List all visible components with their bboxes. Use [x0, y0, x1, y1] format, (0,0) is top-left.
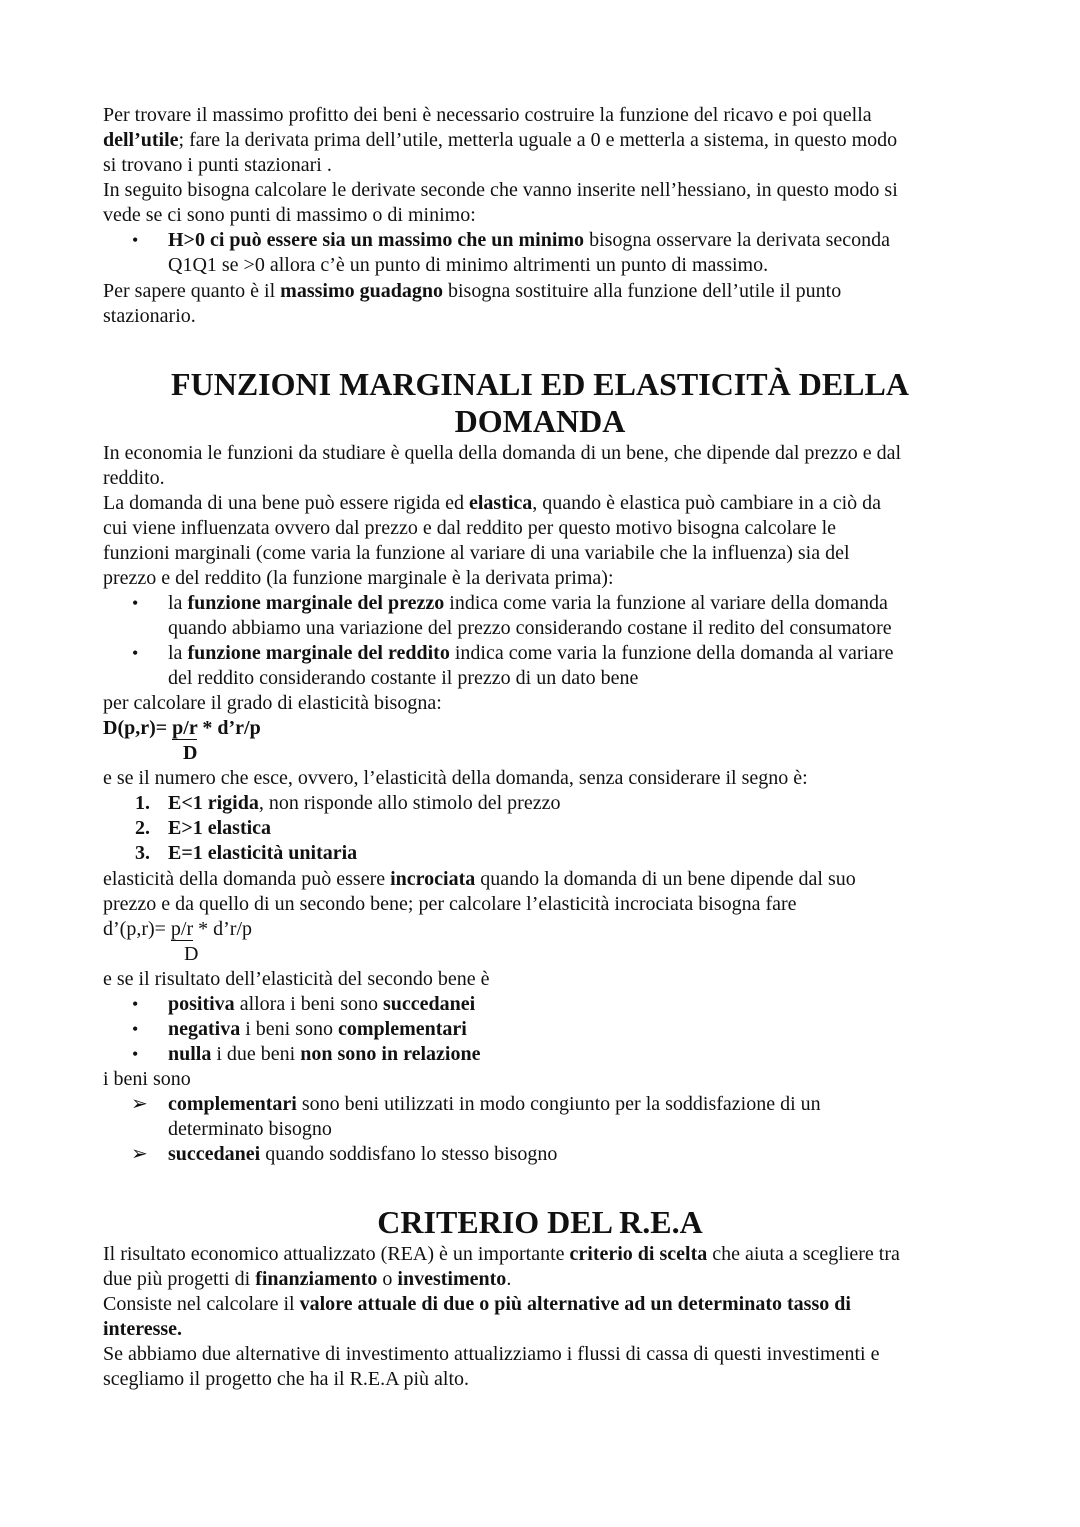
list-item: [168, 228, 988, 253]
text: allora i beni sono: [234, 993, 383, 1015]
paragraph-line: [103, 541, 983, 566]
list-number: 1.: [135, 792, 150, 814]
text: due più progetti di: [103, 1268, 256, 1290]
bold-text: funzione marginale del prezzo: [187, 592, 445, 614]
paragraph-line: [103, 766, 983, 791]
bold-text: complementari: [168, 1093, 297, 1115]
paragraph-line: [103, 566, 983, 591]
paragraph-line: [103, 1342, 983, 1367]
bullet-icon: •: [132, 230, 139, 250]
formula-right: * d’r/p: [197, 717, 261, 739]
section-heading: CRITERIO DEL R.E.A: [377, 1204, 703, 1240]
paragraph-line: [103, 491, 983, 516]
text: indica come varia la funzione al variare della domanda: [444, 592, 888, 614]
text: Consiste nel calcolare il: [103, 1293, 300, 1315]
arrow-bullet-icon: ➢: [131, 1143, 148, 1165]
list-item: [168, 992, 988, 1017]
text: prezzo e del reddito (la funzione marginale è la derivata prima):: [103, 567, 614, 589]
bold-text: E<1 rigida: [168, 792, 259, 814]
paragraph-line: [103, 279, 983, 304]
formula-left: D(p,r)=: [103, 717, 173, 739]
section-heading: FUNZIONI MARGINALI ED ELASTICITÀ DELLA: [171, 366, 909, 402]
bold-text: elastica: [468, 492, 533, 514]
paragraph-line: [103, 441, 983, 466]
paragraph-line: [103, 1317, 983, 1342]
text: sono beni utilizzati in modo congiunto per la soddisfazione di un: [296, 1093, 821, 1115]
bold-text: finanziamento: [255, 1268, 378, 1290]
bold-text: complementari: [338, 1018, 467, 1040]
bold-text: H>0 ci può essere sia un massimo che un minimo: [168, 229, 585, 251]
text: la: [168, 592, 188, 614]
text: i due beni: [211, 1043, 301, 1065]
text: Per sapere quanto è il: [103, 280, 281, 302]
paragraph-line: [103, 304, 983, 329]
bold-text: funzione marginale del reddito: [187, 642, 450, 664]
list-item: [168, 591, 988, 616]
bullet-icon: •: [132, 593, 139, 613]
paragraph-line: [103, 466, 983, 491]
list-item: [168, 841, 988, 866]
paragraph-line: [103, 1367, 983, 1392]
text: si trovano i punti stazionari .: [103, 154, 332, 176]
formula-left: d’(p,r)=: [103, 918, 171, 940]
text: reddito.: [103, 467, 165, 489]
bold-text: non sono in relazione: [300, 1043, 481, 1065]
text: Q1Q1 se >0 allora c’è un punto di minimo altrimenti un punto di massimo.: [168, 254, 769, 276]
list-item-line: [168, 666, 988, 691]
formula-denominator: D: [183, 742, 198, 764]
bold-text: interesse.: [103, 1318, 183, 1340]
formula: [103, 716, 983, 741]
formula-right: * d’r/p: [193, 918, 253, 940]
paragraph-line: [103, 1242, 983, 1267]
text: In economia le funzioni da studiare è quella della domanda di un bene, che dipende dal prezzo e dal: [103, 442, 902, 464]
text: indica come varia la funzione della domanda al variare: [449, 642, 894, 664]
text: che aiuta a scegliere tra: [707, 1243, 900, 1265]
text: vede se ci sono punti di massimo o di minimo:: [103, 204, 476, 226]
text: bisogna sostituire alla funzione dell’utile il punto: [442, 280, 842, 302]
text: o: [377, 1268, 398, 1290]
bold-text: succedanei: [383, 993, 476, 1015]
bullet-icon: •: [132, 1044, 139, 1064]
list-item: [168, 791, 988, 816]
text: i beni sono: [240, 1018, 338, 1040]
bullet-icon: •: [132, 994, 139, 1014]
text: per calcolare il grado di elasticità bisogna:: [103, 692, 442, 714]
formula: [103, 917, 983, 942]
bold-text: investimento: [397, 1268, 507, 1290]
text: bisogna osservare la derivata seconda: [584, 229, 891, 251]
paragraph-line: [103, 128, 983, 153]
paragraph-line: [103, 1067, 983, 1092]
formula-numerator: p/r: [172, 717, 198, 739]
bold-text: massimo guadagno: [280, 280, 443, 302]
list-number: 3.: [135, 842, 150, 864]
text: Per trovare il massimo profitto dei beni è necessario costruire la funzione del ricavo e poi quella: [103, 104, 872, 126]
paragraph-line: [103, 516, 983, 541]
text: scegliamo il progetto che ha il R.E.A più alto.: [103, 1368, 470, 1390]
text: Il risultato economico attualizzato (REA) è un importante: [103, 1243, 570, 1265]
text: quando la domanda di un bene dipende dal suo: [475, 868, 856, 890]
text: , non risponde allo stimolo del prezzo: [258, 792, 561, 814]
bold-text: E=1 elasticità unitaria: [168, 842, 358, 864]
list-item-line: [168, 253, 988, 278]
paragraph-line: [103, 203, 983, 228]
formula-numerator: p/r: [170, 918, 194, 940]
section-heading: DOMANDA: [454, 403, 626, 439]
text: La domanda di una bene può essere rigida ed: [103, 492, 469, 514]
text: elasticità della domanda può essere: [103, 868, 391, 890]
text: prezzo e da quello di un secondo bene; per calcolare l’elasticità incrociata bisogna fare: [103, 893, 797, 915]
paragraph-line: [103, 967, 983, 992]
text: determinato bisogno: [168, 1118, 332, 1140]
bold-text: negativa: [168, 1018, 241, 1040]
bullet-icon: •: [132, 1019, 139, 1039]
text: del reddito considerando costante il prezzo di un dato bene: [168, 667, 639, 689]
paragraph-line: [103, 178, 983, 203]
text: Se abbiamo due alternative di investimento attualizziamo i flussi di cassa di questi investimenti e: [103, 1343, 880, 1365]
list-item: [168, 1042, 988, 1067]
paragraph-line: [103, 1267, 983, 1292]
list-item-line: [168, 616, 988, 641]
text: stazionario.: [103, 305, 196, 327]
paragraph-line: [103, 892, 983, 917]
bold-text: E>1 elastica: [168, 817, 272, 839]
text: quando abbiamo una variazione del prezzo considerando costane il redito del consumatore: [168, 617, 892, 639]
list-item: [168, 1092, 988, 1117]
text: In seguito bisogna calcolare le derivate seconde che vanno inserite nell’hessiano, in questo modo si: [103, 179, 898, 201]
bold-text: incrociata: [390, 868, 476, 890]
paragraph-line: [103, 1292, 983, 1317]
list-number: 2.: [135, 817, 150, 839]
list-item-line: [168, 1117, 988, 1142]
text: e se il risultato dell’elasticità del secondo bene è: [103, 968, 490, 990]
list-item: [168, 1017, 988, 1042]
bold-text: dell’utile: [103, 129, 179, 151]
paragraph-line: [103, 103, 983, 128]
text: ; fare la derivata prima dell’utile, metterla uguale a 0 e metterla a sistema, in questo modo: [178, 129, 898, 151]
text: quando soddisfano lo stesso bisogno: [260, 1143, 558, 1165]
arrow-bullet-icon: ➢: [131, 1093, 148, 1115]
bold-text: positiva: [168, 993, 235, 1015]
list-item: [168, 816, 988, 841]
paragraph-line: [103, 153, 983, 178]
bold-text: succedanei: [168, 1143, 261, 1165]
bold-text: criterio di scelta: [569, 1243, 708, 1265]
list-item: [168, 641, 988, 666]
text: cui viene influenzata ovvero dal prezzo e dal reddito per questo motivo bisogna calcolare le: [103, 517, 837, 539]
text: funzioni marginali (come varia la funzione al variare di una variabile che la influenza) sia del: [103, 542, 850, 564]
text: la: [168, 642, 188, 664]
text: e se il numero che esce, ovvero, l’elasticità della domanda, senza considerare il segno è:: [103, 767, 808, 789]
bold-text: valore attuale di due o più alternative ad un determinato tasso di: [299, 1293, 851, 1315]
bold-text: nulla: [168, 1043, 212, 1065]
formula-denominator: D: [184, 943, 199, 965]
bullet-icon: •: [132, 643, 139, 663]
paragraph-line: [103, 691, 983, 716]
paragraph-line: [103, 867, 983, 892]
list-item: [168, 1142, 988, 1167]
text: , quando è elastica può cambiare in a ciò da: [532, 492, 882, 514]
text: i beni sono: [103, 1068, 191, 1090]
text: .: [506, 1268, 512, 1290]
